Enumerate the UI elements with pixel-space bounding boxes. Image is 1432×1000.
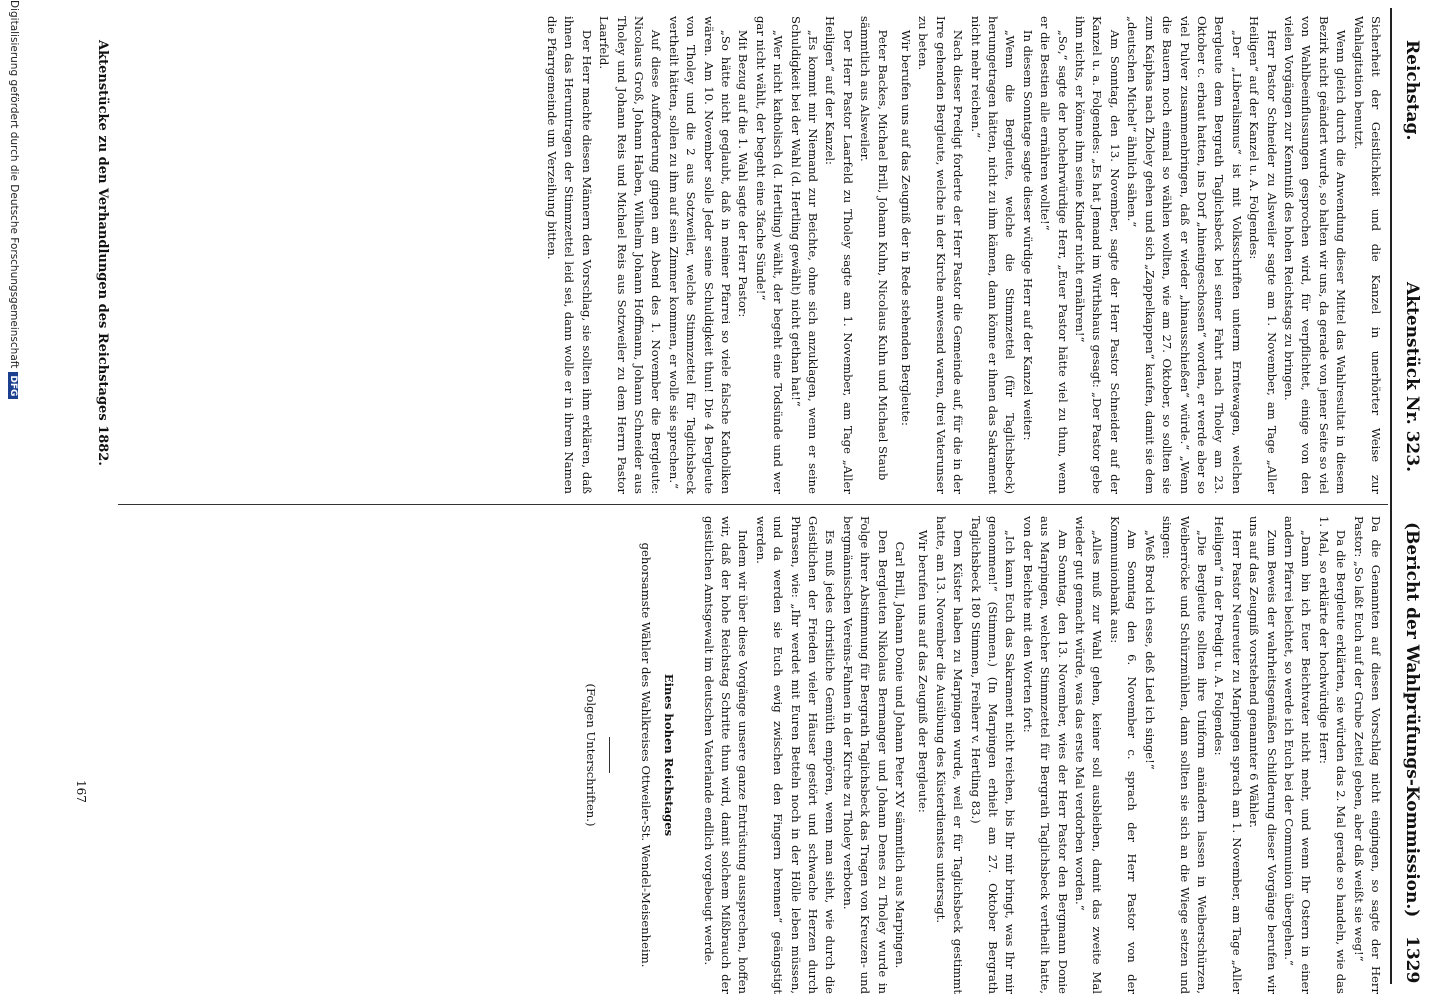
paragraph: Wir berufen uns auf das Zeugniß der in Rede stehenden Bergleute:: [899, 29, 914, 426]
paragraph: Am Sonntag den 6. November c. sprach der Herr Pastor von der Kommunionbank aus:: [1107, 516, 1140, 994]
right-paragraphs: [699, 516, 1384, 994]
column-rule: [118, 504, 1388, 505]
paragraph: Sicherheit der Geistlichkeit und die Kanzel in unerhörter Weise zur Wahlagitation benutzt.: [1351, 16, 1383, 494]
closing-signatures: (Folgen Unterschriften.): [584, 683, 599, 827]
paragraph: Carl Brill, Johann Donie und Johann Peter XV sämmtlich aus Marpingen.: [893, 541, 908, 969]
dfg-logo: DFG: [8, 372, 18, 399]
page-number: 167: [74, 780, 88, 803]
paragraph: Zum Beweis der wahrheitsgemäßen Schilderung dieser Vorgänge berufen wir uns auf das Zeugniß vorstehend genannter 6 Wähler.: [1247, 516, 1279, 994]
paragraph: „Die Bergleute sollten ihre Uniform anändern lassen in Weiberschürzen, Weiberröcke und Schürzmühlen, dann sollten sie sich an die Wiege setzen und singen:: [1160, 516, 1209, 994]
paragraph: „Der „Liberalismus“ ist mit Volksschriften unterm Erntewagen, welchen Bergleute dem Bergrath Taglichsbeck bei seiner Fahrt nach Tholey am 23. Oktober c. erbaut hatten, ins Dorf „hineingeschossen“ worden, er werde aber so viel Pulver zusammenbringen, daß er wieder „hinausschießen“ würde.“ „Wenn die Bauern noch einmal so wählen wollten, wie am 27. Oktober, so sollten sie zum Kaiphas nach Zholey gehen und sich „Zappelkappen“ kaufen, damit sie dem „deutschen Michel“ ähnlich sähen.“: [1125, 16, 1244, 494]
footer-title: Aktenstücke zu den Verhandlungen des Reichstages 1882.: [95, 40, 110, 466]
paragraph: Dem Küster haben zu Marpingen wurde, weil er für Taglichsbeck gestimmt hatte, am 13. November die Ausübung des Küsterdienstes untersagt.: [933, 516, 966, 994]
paragraph: Indem wir über diese Vorgänge unsere ganze Entrüstung aussprechen, hoffen wir, daß der hohe Reichstag Schritte thun wird, damit solchem Mißbrauch der geistlichen Amtsgewalt im deutschen Vaterlande endlich vorgebeugt werde.: [701, 516, 751, 994]
paragraph: „So,“ sagte der hochehrwürdige Herr, „Euer Pastor hätte viel zu thun, wenn er die Bestien alle ernähren wollte!“: [1038, 16, 1070, 494]
paragraph: Da die Genannten auf diesen Vorschlag nicht eingingen, so sagte der Herr Pastor: „So laßt Euch auf der Grube Zettel geben, aber daß weißt sie weg!“: [1351, 516, 1383, 994]
paragraph: Mit Bezug auf die 1. Wahl sagte der Herr Pastor:: [736, 29, 751, 318]
digitization-note: [8, 0, 20, 399]
paragraph: sämmtlich aus Alsweiler.: [858, 16, 873, 162]
paragraph: „Alles muß zur Wahl gehen, keiner soll ausbleiben, damit das zweite Mal wieder gut gemacht würde, was das erste Mal verdorben worden.“: [1073, 516, 1105, 994]
closing-salutation: Eines hohen Reichstages: [662, 673, 677, 837]
paragraph: „Ich kann Euch das Sakrament nicht reichen, bis Ihr mir bringt, was Ihr mir genommen!“ (Stimmen.) (In Marpingen erhielt am 27. Oktober Bergrath Taglichsbeck 180 Stimmen, Freiherr v. Hertling 83.): [968, 516, 1018, 994]
header-page: 1329: [1402, 936, 1422, 984]
paragraph: „Wer nicht katholisch (d. Hertling) wählt, der begeht eine Todsünde und wer gar nicht wählt, der begeht eine 3fache Sünde!“: [753, 16, 786, 494]
paragraph: In diesem Sonntage sagte dieser würdige Herr auf der Kanzel weiter:: [1020, 29, 1035, 441]
paragraph: Nach dieser Predigt forderte der Herr Pastor die Gemeinde auf, für die in der Irre gehenden Bergleute, welche in der Kirche anwesend waren, drei Vaterunser zu beten.: [916, 16, 966, 494]
header-rule: [1390, 8, 1392, 984]
right-column: [582, 516, 1384, 994]
digitization-text: Digitalisierung gefördert durch die Deutsche Forschungsgemeinschaft: [8, 0, 20, 369]
paragraph: Herr Pastor Neureuter zu Marpingen sprach am 1. November, am Tage „Aller Heiligen“ in der Predigt u. A. Folgendes:: [1212, 516, 1244, 994]
paragraph: Wenn gleich durch die Anwendung dieser Mittel das Wahlresultat in diesem Bezirk nicht geändert wurde, so halten wir uns, da gerade von jener Seite so viel von Wahlbeeinflussungen gesprochen wird, für verpflichtet, einige von den vielen Vorgängen zur Kenntniß des hohen Reichstags zu bringen.: [1281, 16, 1349, 494]
closing-voters: gehorsamste Wähler des Wahlkreises Ottweiler-St. Wendel-Meisenheim.: [638, 542, 653, 968]
paragraph: Der Herr machte diesen Männern den Vorschlag, sie sollten ihm erklären, daß ihnen das Herumtragen der Stimmzettel leid sei, dann wolle er in ihrem Namen die Pfarrgemeinde um Verzeihung bitten.: [544, 16, 594, 494]
paragraph: Den Bergleuten Nikolaus Bermanger und Johann Denes zu Tholey wurde in Folge ihrer Abstimmung für Bergrath Taglichsbeck das Tragen von Kreuzen- und bergmännischen Vereins-Fahnen in der Kirche zu Tholey verboten.: [840, 516, 890, 994]
paragraph: Peter Backes, Michael Brill, Johann Kuhn, Nicolaus Kuhn und Michael Staub: [875, 29, 890, 481]
header-center: Aktenstück Nr. 323.: [1402, 282, 1422, 473]
paragraph: „Weß Brod ich esse, deß Lied ich singe!“: [1142, 529, 1157, 770]
paragraph: Da die Bergleute erklärten, sie würden das 2. Mal gerade so handeln, wie das 1. Mal, so erklärte der hochwürdige Herr:: [1316, 516, 1349, 994]
paragraph: „So hätte nicht geglaubt, daß in meiner Pfarrei so viele falsche Katholiken wären. Am 10. November solle Jeder seine Schuldigkeit thun! Die 4 Bergleute von Tholey und die 2 aus Sotzweiler, welche Stimmzettel für Taglichsbeck vertheilt hätten, sollen zu ihm auf sein Zimmer kommen, er wolle sie sprechen.“: [666, 16, 733, 494]
closing-rule: [609, 737, 610, 773]
paragraph: „Wenn die Bergleute, welche die Stimmzettel (für Taglichsbeck) herumgetragen hätten, nicht zu ihm kämen, dann könne er ihnen das Sakrament nicht mehr reichen.“: [968, 16, 1018, 494]
paragraph: Herr Pastor Schneider zu Alsweiler sagte am 1. November, am Tage „Aller Heiligen“ auf der Kanzel u. A. Folgendes:: [1247, 16, 1279, 494]
header-left: Reichstag.: [1402, 40, 1422, 141]
running-header: [1394, 8, 1428, 984]
paragraph: „Es kommt mir Niemand zur Beichte, ohne sich anzuklagen, wenn er seine Schuldigkeit bei der Wahl (d. Hertling gewählt) nicht gethan hat!“: [788, 16, 820, 494]
paragraph: Auf diese Aufforderung gingen am Abend des 1. November die Bergleute: Nicolaus Groß, Johann Haben, Wilhelm Johann Hoffmann, Johann Schneider aus Tholey und Johann Reis und Michael Reis aus Sotzweiler zu dem Herrn Pastor Laarfeld.: [597, 16, 664, 494]
paragraph: Am Sonntag, den 13. November, wies der Herr Pastor den Bergmann Donie aus Marpingen, welcher Stimmzettel für Bergrath Taglichsbeck vertheilt hatte, von der Beichte mit den Worten fort:: [1020, 516, 1070, 994]
paragraph: Der Herr Pastor Laarfeld zu Tholey sagte am 1. November, am Tage „Aller Heiligen“ auf der Kanzel:: [823, 16, 855, 494]
header-right: (Bericht der Wahlprüfungs-Kommission.): [1402, 522, 1422, 918]
left-column: [543, 16, 1385, 494]
paragraph: Wir berufen uns auf das Zeugniß der Bergleute:: [916, 529, 931, 813]
paragraph: Am Sonntag, den 13. November, sagte der Herr Pastor Schneider auf der Kanzel u. a. Folgendes: „Es hat Jemand im Wirthshaus gesagt: „Der Pastor gebe ihm nichts, er könne ihm seine Kinder nicht ernähren!“: [1073, 16, 1122, 494]
paragraph: „Dann bin ich Euer Beichtvater nicht mehr, und wenn Ihr Ostern in einer andern Pfarrei beichtet, so werde ich Euch bei der Communion übergehen.“: [1281, 516, 1314, 994]
paragraph: Es muß jedes christliche Gemüth empören, wenn man sieht, wie durch die Geistlichen der Frieden vieler Häuser gestört und schwache Herzen durch Phrasen, wie: „Ihr werdet mit Euren Betteln noch in der Hölle leben müssen, und da werden sie Euch ewig zwischen den Fingern brennen“ geängstigt werden.: [753, 516, 838, 994]
